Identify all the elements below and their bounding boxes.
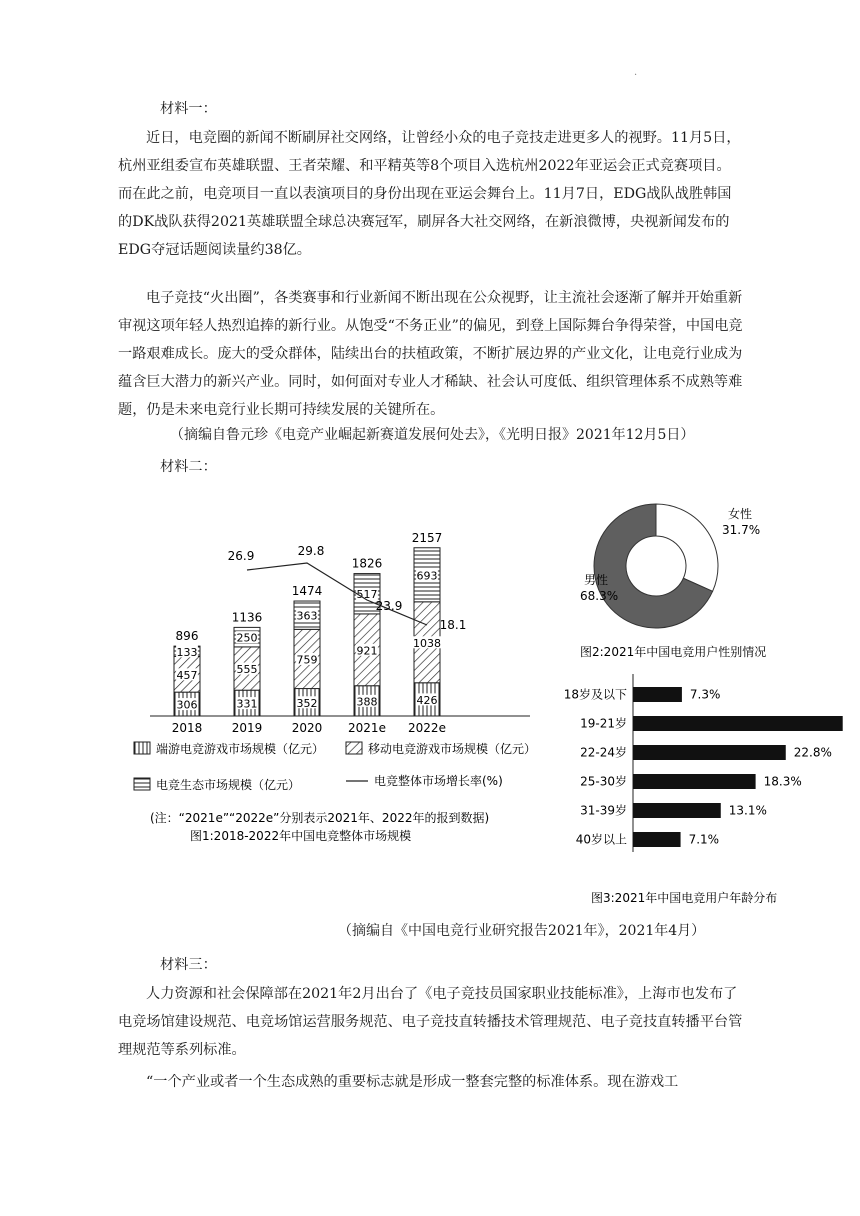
age-bar (633, 687, 682, 702)
figure-1-market-size-chart (130, 530, 560, 850)
legend-label: 移动电竞游戏市场规模（亿元） (368, 742, 537, 756)
age-bar (633, 832, 681, 847)
growth-rate-label: 23.9 (375, 599, 403, 613)
bar-value-label: 759 (296, 653, 318, 667)
donut-slice (656, 504, 718, 591)
bar-total-label: 1136 (231, 610, 263, 625)
bar-value-label: 388 (356, 695, 378, 709)
bar-value-label: 517 (356, 588, 378, 602)
x-tick-label: 2021e (348, 721, 386, 735)
female-value: 31.7% (722, 523, 761, 537)
bar-value-label: 331 (236, 697, 258, 711)
y-tick-label: 19-21岁 (580, 716, 627, 731)
y-tick-label: 22-24岁 (580, 745, 627, 760)
figure-2-gender-donut (560, 488, 780, 668)
material2-source: （摘编自《中国电竞行业研究报告2021年》，2021年4月） (338, 923, 706, 939)
age-bar (633, 745, 786, 760)
material3-paragraph-2: “一个产业或者一个生态成熟的重要标志就是形成一整套完整的标准体系。现在游戏工 (146, 1074, 679, 1090)
figure-3-age-distribution-chart (545, 672, 850, 912)
material2-label: 材料二： (160, 459, 217, 475)
x-tick-label: 2020 (291, 721, 323, 735)
legend-label: 电竞生态市场规模（亿元） (156, 778, 301, 792)
growth-rate-label: 18.1 (439, 618, 467, 632)
figure-2-title: 图2:2021年中国电竞用户性别情况 (580, 645, 767, 659)
x-tick-label: 2018 (171, 721, 203, 735)
material1-source: （摘编自鲁元珍《电竞产业崛起新赛道发展何处去》，《光明日报》2021年12月5日） (170, 427, 695, 443)
y-tick-label: 40岁以上 (575, 832, 627, 847)
growth-rate-label: 29.8 (297, 544, 325, 558)
bar-value-label: 250 (236, 631, 258, 645)
age-bar-value: 13.1% (728, 803, 767, 818)
bar-value-label: 1038 (413, 636, 441, 650)
legend-swatch (134, 778, 150, 790)
material3-label: 材料三： (160, 957, 217, 973)
bar-value-label: 306 (176, 698, 198, 712)
material1-paragraph-1: 近日，电竞圈的新闻不断刷屏社交网络，让曾经小众的电子竞技走进更多人的视野。11月5日，杭州亚组委宣布英雄联盟、王者荣耀、和平精英等8个项目入选杭州2022年亚运会正式竞赛项目。而在此之前，电竞项目一直以表演项目的身份出现在亚运会舞台上。11月7日，EDG战队战胜韩国的DK战队获得2021英雄联盟全球总决赛冠军，刷屏各大社交网络，在新浪微博，央视新闻发布的EDG夺冠话题阅读量约38亿。 (118, 130, 741, 258)
figure-1-title: 图1:2018-2022年中国电竞整体市场规模 (190, 829, 412, 843)
bar-value-label: 693 (416, 569, 438, 583)
age-bar (633, 803, 721, 818)
bar-value-label: 133 (176, 645, 198, 659)
material1-label: 材料一： (160, 101, 217, 117)
bar-value-label: 457 (176, 668, 198, 682)
male-value: 68.3% (580, 589, 619, 603)
bar-value-label: 555 (236, 663, 258, 677)
x-tick-label: 2019 (231, 721, 263, 735)
y-tick-label: 31-39岁 (580, 803, 627, 818)
age-bar-value: 22.8% (793, 745, 832, 760)
growth-rate-label: 26.9 (227, 549, 255, 563)
page-mark: · (634, 70, 638, 81)
age-bar-value: 7.3% (689, 687, 721, 702)
growth-rate-line (247, 563, 427, 625)
figure-1-note: (注：“2021e”“2022e”分别表示2021年、2022年的报到数据) (150, 811, 490, 825)
age-bar-value: 18.3% (763, 774, 802, 789)
bar-total-label: 2157 (411, 530, 443, 545)
bar-value-label: 363 (296, 609, 318, 623)
material1-paragraph-2: 电子竞技“火出圈”，各类赛事和行业新闻不断出现在公众视野，让主流社会逐渐了解并开始重新审视这项年轻人热烈追捧的新行业。从饱受“不务正业”的偏见，到登上国际舞台争得荣誉，中国电竞一路艰难成长。庞大的受众群体，陆续出台的扶植政策，不断扩展边界的产业文化，让电竞行业成为蕴含巨大潜力的新兴产业。同时，如何面对专业人才稀缺、社会认可度低、组织管理体系不成熟等难题，仍是未来电竞行业长期可持续发展的关键所在。 (118, 290, 743, 418)
y-tick-label: 25-30岁 (580, 774, 627, 789)
female-label: 女性 (728, 507, 753, 521)
bar-value-label: 352 (296, 696, 318, 710)
x-tick-label: 2022e (408, 721, 446, 735)
legend-label: 电竞整体市场增长率(%) (374, 774, 503, 788)
age-bar (633, 774, 756, 789)
male-label: 男性 (584, 573, 609, 587)
legend-swatch (134, 742, 150, 754)
legend-swatch (346, 742, 362, 754)
legend-label: 端游电竞游戏市场规模（亿元） (156, 742, 325, 756)
bar-value-label: 426 (416, 693, 438, 707)
bar-value-label: 921 (356, 644, 378, 658)
bar-total-label: 896 (175, 629, 199, 644)
material3-paragraph-1: 人力资源和社会保障部在2021年2月出台了《电子竞技员国家职业技能标准》，上海市也发布了电竞场馆建设规范、电竞场馆运营服务规范、电子竞技直转播技术管理规范、电子竞技直转播平台管理规范等系列标准。 (118, 986, 743, 1058)
y-tick-label: 18岁及以下 (563, 687, 627, 702)
age-bar-value: 7.1% (688, 832, 720, 847)
figure-3-title: 图3:2021年中国电竞用户年龄分布 (591, 891, 778, 905)
bar-total-label: 1474 (291, 584, 323, 599)
bar-total-label: 1826 (351, 556, 383, 571)
age-bar (633, 716, 843, 731)
